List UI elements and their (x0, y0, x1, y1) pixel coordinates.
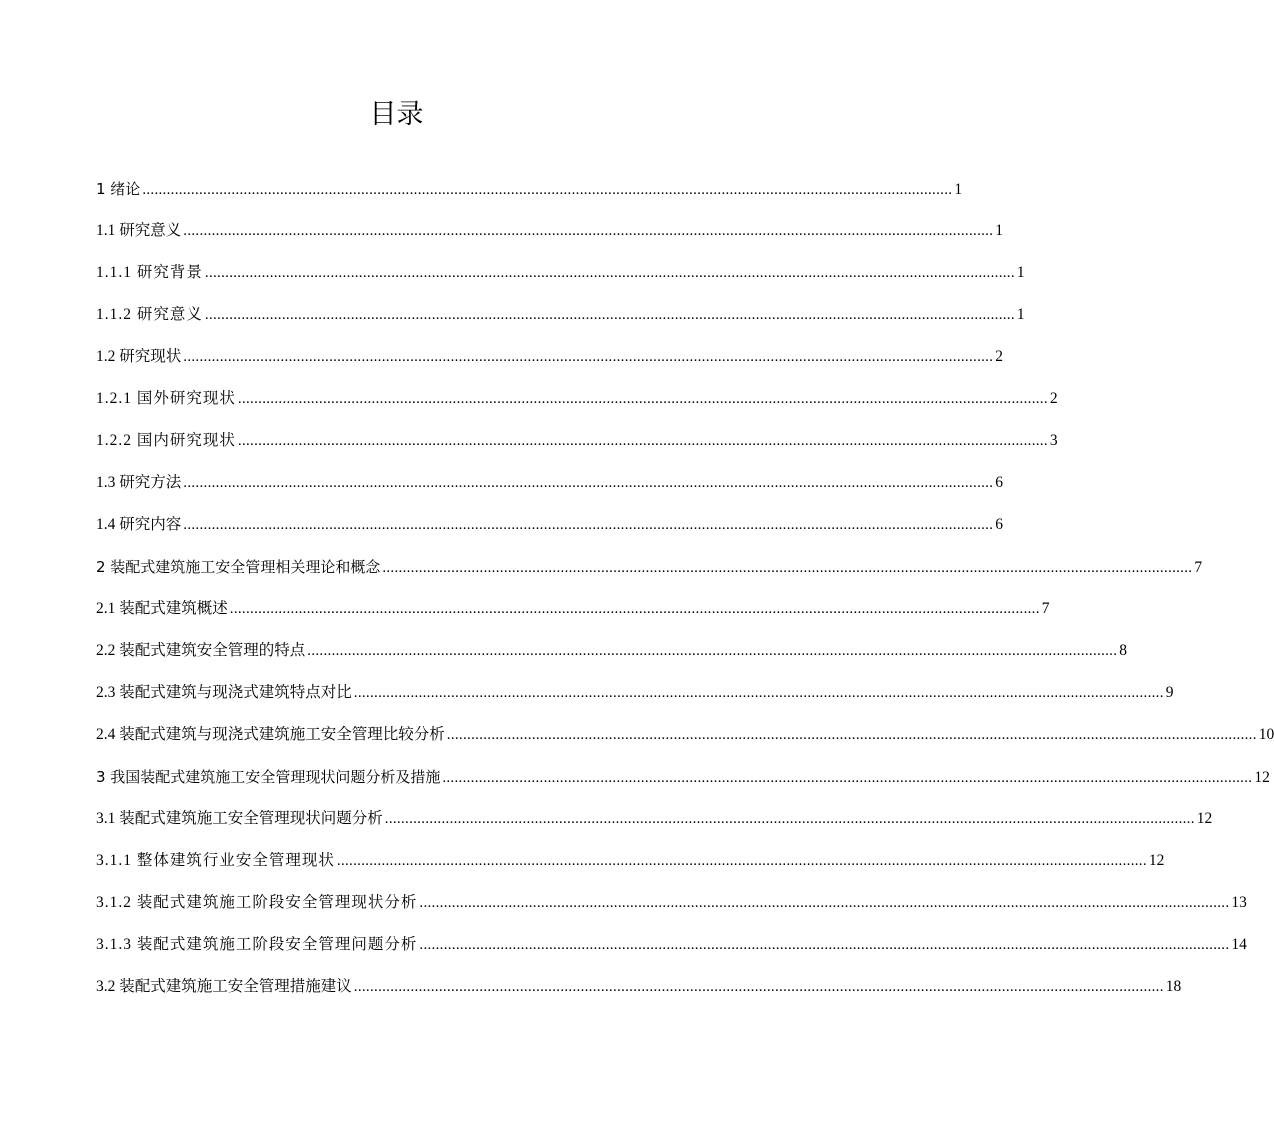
toc-entry-label: 1.1.2 研究意义 (96, 306, 203, 323)
toc-page-number: 8 (1119, 642, 1128, 659)
toc-page-number: 14 (1231, 936, 1247, 953)
toc-dot-leader: ........................................................................................................................................................................................................ (183, 517, 994, 533)
toc-entry[interactable] (96, 420, 1058, 462)
toc-dot-leader: ........................................................................................................................................................................................................ (237, 433, 1048, 449)
toc-dot-leader: ........................................................................................................................................................................................................ (384, 811, 1195, 827)
toc-dot-leader: ........................................................................................................................................................................................................ (183, 349, 994, 365)
toc-entry[interactable] (96, 672, 1174, 714)
toc-entry-label: 1.1 研究意义 (96, 222, 182, 239)
toc-dot-leader: ........................................................................................................................................................................................................ (353, 685, 1164, 701)
toc-page-number: 1 (1016, 306, 1025, 323)
toc-entry-label: 3.2 装配式建筑施工安全管理措施建议 (96, 978, 352, 995)
toc-entry[interactable] (96, 882, 1247, 924)
toc-entry-label: 1.2 研究现状 (96, 348, 182, 365)
toc-dot-leader: ........................................................................................................................................................................................................ (142, 182, 953, 198)
toc-entry[interactable] (96, 966, 1182, 1008)
toc-entry[interactable] (96, 714, 1274, 756)
toc-entry[interactable] (96, 840, 1165, 882)
toc-entry[interactable] (96, 252, 1025, 294)
toc-entry[interactable] (96, 756, 1270, 798)
toc-entry-label: 1 绪论 (96, 180, 141, 198)
toc-entry[interactable] (96, 588, 1050, 630)
toc-page-number: 12 (1196, 810, 1213, 827)
toc-entry-label: 3.1.2 装配式建筑施工阶段安全管理现状分析 (96, 894, 418, 911)
toc-dot-leader: ........................................................................................................................................................................................................ (382, 560, 1193, 576)
toc-page-number: 1 (995, 222, 1004, 239)
toc-entry[interactable] (96, 378, 1058, 420)
toc-page-number: 2 (1049, 390, 1058, 407)
toc-entry-label: 2.2 装配式建筑安全管理的特点 (96, 642, 306, 659)
toc-entry-label: 3.1.3 装配式建筑施工阶段安全管理问题分析 (96, 936, 418, 953)
toc-dot-leader: ........................................................................................................................................................................................................ (442, 770, 1253, 786)
toc-dot-leader: ........................................................................................................................................................................................................ (237, 391, 1048, 407)
toc-entry-label: 2 装配式建筑施工安全管理相关理论和概念 (96, 558, 381, 576)
toc-entry[interactable] (96, 504, 1004, 546)
toc-dot-leader: ........................................................................................................................................................................................................ (419, 895, 1230, 911)
toc-page-number: 7 (1041, 600, 1050, 617)
toc-dot-leader: ........................................................................................................................................................................................................ (183, 475, 994, 491)
toc-entry[interactable] (96, 210, 1004, 252)
toc-entry[interactable] (96, 294, 1025, 336)
toc-entry-label: 1.2.1 国外研究现状 (96, 390, 236, 407)
toc-page-number: 7 (1194, 559, 1203, 576)
toc-page-number: 12 (1254, 769, 1270, 786)
toc-entry[interactable] (96, 336, 1004, 378)
toc-page-number: 1 (954, 181, 963, 198)
toc-entry-label: 2.3 装配式建筑与现浇式建筑特点对比 (96, 684, 352, 701)
toc-entry-label: 1.4 研究内容 (96, 516, 182, 533)
toc-dot-leader: ........................................................................................................................................................................................................ (446, 727, 1257, 743)
toc-dot-leader: ........................................................................................................................................................................................................ (353, 979, 1164, 995)
toc-page-number: 1 (1016, 264, 1025, 281)
toc-entry[interactable] (96, 168, 963, 210)
toc-dot-leader: ........................................................................................................................................................................................................ (229, 601, 1040, 617)
toc-entry-label: 2.4 装配式建筑与现浇式建筑施工安全管理比较分析 (96, 726, 445, 743)
toc-page-number: 10 (1258, 726, 1274, 743)
toc-entry[interactable] (96, 924, 1247, 966)
table-of-contents (96, 168, 1274, 1008)
toc-entry-label: 1.1.1 研究背景 (96, 264, 203, 281)
toc-dot-leader: ........................................................................................................................................................................................................ (204, 307, 1015, 323)
toc-page-number: 6 (995, 474, 1004, 491)
toc-entry[interactable] (96, 630, 1128, 672)
toc-entry[interactable] (96, 462, 1004, 504)
toc-entry-label: 3 我国装配式建筑施工安全管理现状问题分析及措施 (96, 768, 441, 786)
page-title: 目录 (369, 99, 424, 130)
toc-dot-leader: ........................................................................................................................................................................................................ (204, 265, 1015, 281)
toc-entry-label: 1.2.2 国内研究现状 (96, 432, 236, 449)
toc-entry-label: 3.1.1 整体建筑行业安全管理现状 (96, 852, 335, 869)
toc-entry-label: 2.1 装配式建筑概述 (96, 600, 228, 617)
toc-dot-leader: ........................................................................................................................................................................................................ (336, 853, 1147, 869)
toc-dot-leader: ........................................................................................................................................................................................................ (307, 643, 1118, 659)
toc-page-number: 13 (1231, 894, 1247, 911)
toc-page-number: 6 (995, 516, 1004, 533)
toc-entry[interactable] (96, 546, 1203, 588)
toc-page-number: 18 (1165, 978, 1182, 995)
toc-entry[interactable] (96, 798, 1213, 840)
toc-dot-leader: ........................................................................................................................................................................................................ (183, 223, 994, 239)
toc-entry-label: 1.3 研究方法 (96, 474, 182, 491)
toc-page-number: 12 (1148, 852, 1165, 869)
toc-dot-leader: ........................................................................................................................................................................................................ (419, 937, 1230, 953)
toc-entry-label: 3.1 装配式建筑施工安全管理现状问题分析 (96, 810, 383, 827)
toc-page-number: 9 (1165, 684, 1174, 701)
toc-page-number: 3 (1049, 432, 1058, 449)
toc-page-number: 2 (995, 348, 1004, 365)
